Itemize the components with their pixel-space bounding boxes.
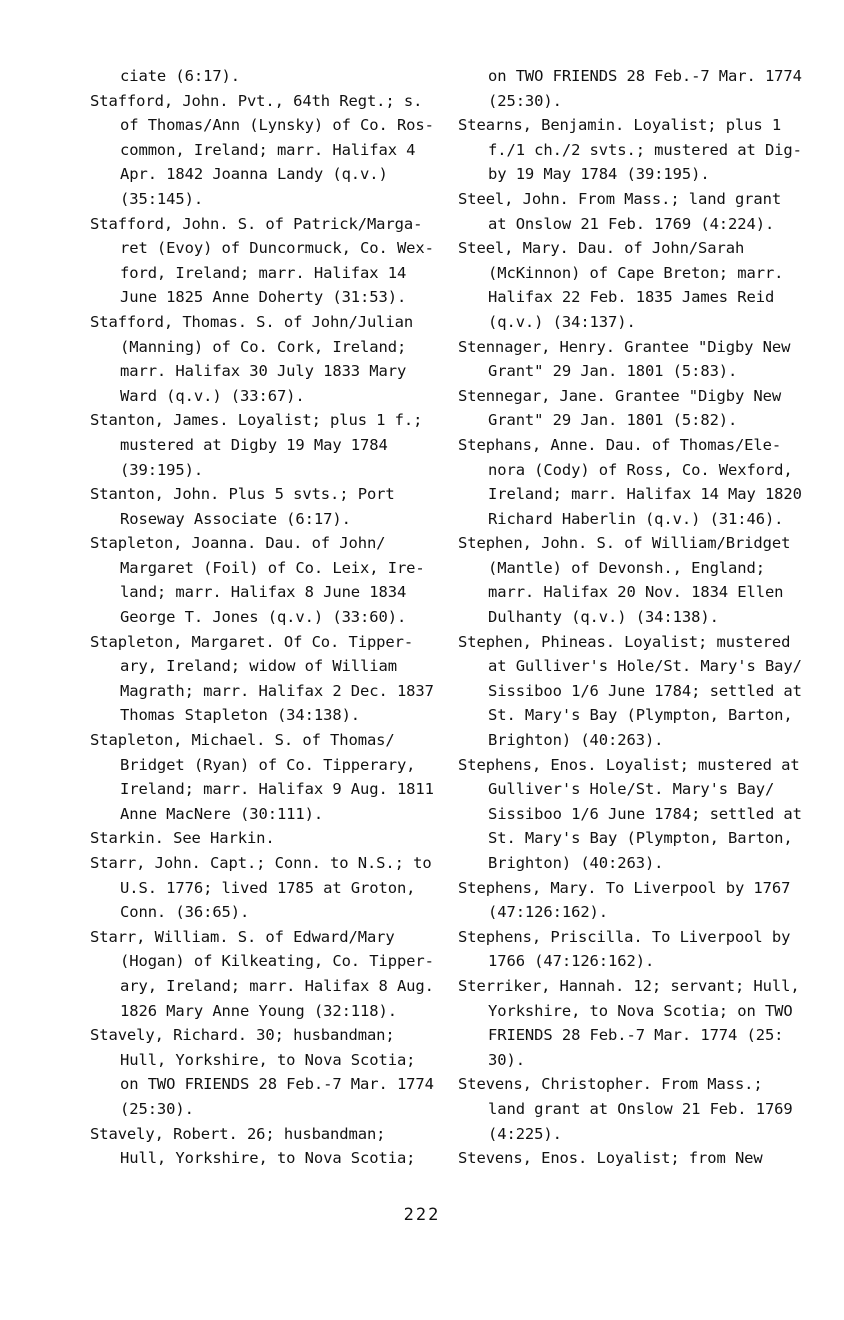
- index-entry: Stennager, Henry. Grantee "Digby New Grant" 29 Jan. 1801 (5:83).: [458, 337, 791, 381]
- index-entry: Stapleton, Michael. S. of Thomas/ Bridget (Ryan) of Co. Tipperary, Ireland; marr. Halifax 9 Aug. 1811 Anne MacNere (30:111).: [90, 731, 434, 823]
- index-entry: Stavely, Robert. 26; husbandman; Hull, Yorkshire, to Nova Scotia;: [90, 1124, 416, 1168]
- index-entry: Stennegar, Jane. Grantee "Digby New Grant" 29 Jan. 1801 (5:82).: [458, 386, 782, 430]
- index-entry: ciate (6:17).: [120, 67, 241, 85]
- index-entry: Stanton, James. Loyalist; plus 1 f.; mustered at Digby 19 May 1784 (39:195).: [90, 411, 423, 479]
- index-entry: Stephens, Enos. Loyalist; mustered at Gulliver's Hole/St. Mary's Bay/ Sissiboo 1/6 June 1784; settled at St. Mary's Bay (Plympton, Barton, Brighton) (40:263).: [458, 755, 802, 872]
- index-entry: Sterriker, Hannah. 12; servant; Hull, Yorkshire, to Nova Scotia; on TWO FRIENDS 28 Feb.-7 Mar. 1774 (25: 30).: [458, 976, 800, 1069]
- index-entry: Stearns, Benjamin. Loyalist; plus 1 f./1 ch./2 svts.; mustered at Dig- by 19 May 1784 (39:195).: [458, 116, 802, 184]
- left-column: [90, 64, 450, 1171]
- index-entry: Stafford, Thomas. S. of John/Julian (Manning) of Co. Cork, Ireland; marr. Halifax 30 July 1833 Mary Ward (q.v.) (33:67).: [90, 312, 414, 405]
- index-entry: Stanton, John. Plus 5 svts.; Port Roseway Associate (6:17).: [90, 485, 395, 528]
- index-entry: Stavely, Richard. 30; husbandman; Hull, Yorkshire, to Nova Scotia; on TWO FRIENDS 28 Feb.-7 Mar. 1774 (25:30).: [90, 1026, 434, 1118]
- index-entry: Stephans, Anne. Dau. of Thomas/Ele- nora (Cody) of Ross, Co. Wexford, Ireland; marr. Halifax 14 May 1820 Richard Haberlin (q.v.) (31:46).: [458, 435, 802, 528]
- index-entry: Stephen, John. S. of William/Bridget (Mantle) of Devonsh., England; marr. Halifax 20 Nov. 1834 Ellen Dulhanty (q.v.) (34:138).: [458, 534, 791, 627]
- right-column: [458, 64, 828, 1171]
- index-entry: Stephens, Mary. To Liverpool by 1767 (47:126:162).: [458, 878, 791, 922]
- index-entry: Stafford, John. S. of Patrick/Marga- ret (Evoy) of Duncormuck, Co. Wex- ford, Ireland; marr. Halifax 14 June 1825 Anne Doherty (31:53).: [90, 214, 434, 307]
- index-entry: Steel, John. From Mass.; land grant at Onslow 21 Feb. 1769 (4:224).: [458, 189, 782, 233]
- index-entry: Starr, John. Capt.; Conn. to N.S.; to U.S. 1776; lived 1785 at Groton, Conn. (36:65).: [90, 854, 432, 922]
- index-entry: Stevens, Enos. Loyalist; from New: [458, 1149, 763, 1168]
- index-entry: Stephens, Priscilla. To Liverpool by 1766 (47:126:162).: [458, 927, 791, 971]
- index-entry: Stapleton, Joanna. Dau. of John/ Margaret (Foil) of Co. Leix, Ire- land; marr. Halifax 8 June 1834 George T. Jones (q.v.) (33:60).: [90, 534, 425, 627]
- index-entry: Starr, William. S. of Edward/Mary (Hogan) of Kilkeating, Co. Tipper- ary, Ireland; marr. Halifax 8 Aug. 1826 Mary Anne Young (32:118).: [90, 927, 434, 1020]
- index-entry: Steel, Mary. Dau. of John/Sarah (McKinnon) of Cape Breton; marr. Halifax 22 Feb. 1835 James Reid (q.v.) (34:137).: [458, 239, 784, 331]
- index-entry: Stevens, Christopher. From Mass.; land grant at Onslow 21 Feb. 1769 (4:225).: [458, 1075, 793, 1143]
- page-number: 222: [403, 1205, 441, 1225]
- index-entry: Stafford, John. Pvt., 64th Regt.; s. of Thomas/Ann (Lynsky) of Co. Ros- common, Ireland; marr. Halifax 4 Apr. 1842 Joanna Landy (q.v.) (35:145).: [90, 91, 434, 208]
- index-entry: Stapleton, Margaret. Of Co. Tipper- ary, Ireland; widow of William Magrath; marr. Halifax 2 Dec. 1837 Thomas Stapleton (34:138).: [90, 632, 434, 725]
- index-entry: Stephen, Phineas. Loyalist; mustered at Gulliver's Hole/St. Mary's Bay/ Sissiboo 1/6 June 1784; settled at St. Mary's Bay (Plympton, Barton, Brighton) (40:263).: [458, 632, 802, 750]
- index-entry: Starkin. See Harkin.: [90, 829, 275, 848]
- index-entry: on TWO FRIENDS 28 Feb.-7 Mar. 1774 (25:30).: [488, 67, 802, 110]
